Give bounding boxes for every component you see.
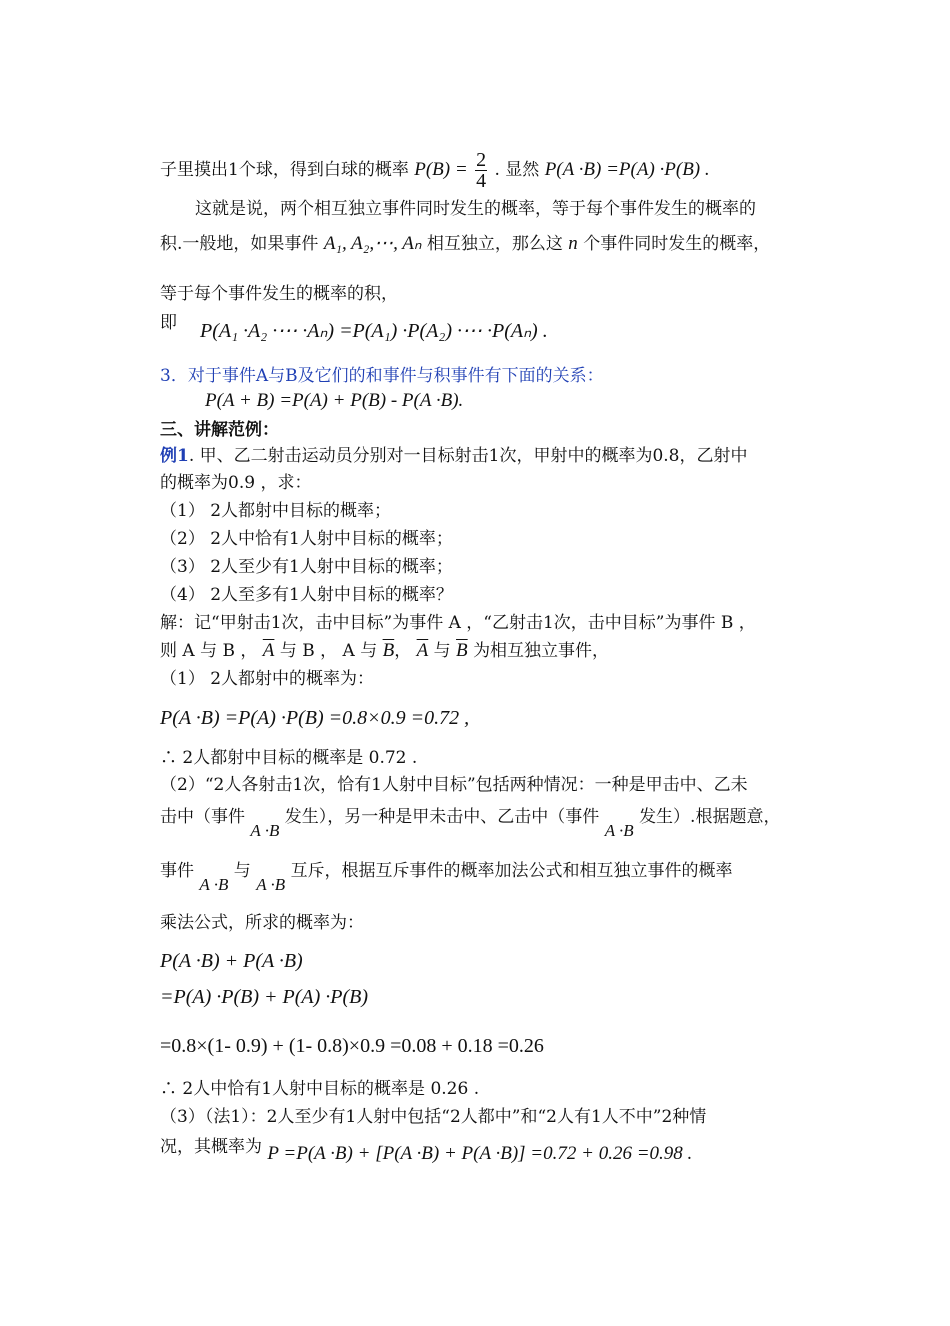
fraction <box>475 150 487 191</box>
part-2: （2）“2人各射击1次，恰有1人射中目标”包括两种情况：一种是甲击中、乙未 <box>160 775 748 795</box>
conclusion-2: ∴ 2人中恰有1人射中目标的概率是 0.26 . <box>160 1079 480 1099</box>
formula: $\overline{B}$ <box>382 640 395 661</box>
formula: $\overline{A}$ <box>416 640 429 661</box>
text: 互斥，根据互斥事件的概率加法公式和相互独立事件的概率 <box>290 861 733 881</box>
formula-2b: =P(A) ·P(B) + P(A) ·P(B) <box>160 986 369 1008</box>
line-3 <box>160 233 770 255</box>
text: . 甲、乙二射击运动员分别对一目标射击1次，甲射中的概率为0.8，乙射中 <box>188 446 748 466</box>
text: ， <box>394 641 412 661</box>
solution-line: 解：记“甲射击1次，击中目标”为事件 A ，“乙射击1次，击中目标”为事件 B ， <box>160 613 756 633</box>
formula: $\overline{B}$ <box>456 640 468 661</box>
example-label: 例1 <box>160 446 189 466</box>
text: 为相互独立事件， <box>473 641 610 661</box>
text: 子里摸出1个球，得到白球的概率 <box>160 160 409 180</box>
product-formula: P(A₁ ·A₂ ·⋯ ·Aₙ) =P(A₁) ·P(A₂) ·⋯ ·P(Aₙ) . <box>200 320 548 342</box>
formula: $\overline{A}$ <box>262 640 275 661</box>
text: 况，其概率为 <box>160 1137 262 1157</box>
denominator: 4 <box>476 170 487 192</box>
part-1: （1） 2人都射中的概率为： <box>160 669 375 689</box>
text: . 显然 <box>494 160 540 180</box>
formula: P(A ·B) =P(A) ·P(B) . <box>544 159 710 180</box>
question-3: （3） 2人至少有1人射中目标的概率； <box>160 557 453 577</box>
formula-2a: P(A ·B) + P(A ·B) <box>160 950 303 972</box>
formula: P(B) = <box>414 159 468 180</box>
formula-2c: =0.8×(1- 0.9) + (1- 0.8)×0.9 =0.08 + 0.18 =0.26 <box>160 1035 544 1057</box>
line-5 <box>160 312 177 334</box>
text: 与 <box>233 861 251 881</box>
text: 个事件同时发生的概率， <box>583 234 771 254</box>
part-3: （3）（法1）：2人至少有1人射中包括“2人都中”和“2人有1人不中”2种情 <box>160 1107 707 1127</box>
text: 积.一般地，如果事件 <box>160 234 319 254</box>
question-1: （1） 2人都射中目标的概率； <box>160 501 392 521</box>
item-3: 3．对于事件A与B及它们的和事件与积事件有下面的关系： <box>160 366 604 386</box>
line-10: 的概率为0.9 ，求： <box>160 473 312 493</box>
formula: A ·B <box>604 821 634 840</box>
text: 与 <box>433 641 451 661</box>
line-23: 乘法公式，所求的概率为： <box>160 913 364 933</box>
formula: A ·B <box>250 821 280 840</box>
line-4: 等于每个事件发生的概率的积， <box>160 284 398 304</box>
text: 击中（事件 <box>160 807 245 827</box>
text: 则 A 与 B ， <box>160 641 258 661</box>
text: 相互独立，那么这 <box>426 234 563 254</box>
formula: n <box>568 233 578 254</box>
independence-line <box>160 640 609 662</box>
question-2: （2） 2人中恰有1人射中目标的概率； <box>160 529 453 549</box>
sum-formula: P(A + B) =P(A) + P(B) - P(A ·B). <box>205 390 464 411</box>
formula: A ·B <box>256 875 286 894</box>
formula: A ·B <box>199 875 229 894</box>
text: 即 <box>160 313 177 333</box>
text: 发生）.根据题意， <box>639 807 781 827</box>
line-1 <box>160 150 710 191</box>
numerator: 2 <box>476 149 487 171</box>
line-29 <box>160 1136 693 1164</box>
formula: P =P(A ·B) + [P(A ·B) + P(A ·B)] =0.72 + 0.26 =0.98 . <box>267 1143 693 1164</box>
question-4: （4） 2人至多有1人射中目标的概率？ <box>160 585 453 605</box>
text: 与 B ， A 与 <box>279 641 378 661</box>
line-22 <box>160 860 733 894</box>
formula: A₁, A₂,⋯, Aₙ <box>323 233 422 254</box>
section-heading: 三、讲解范例： <box>160 420 279 440</box>
line-21 <box>160 806 781 840</box>
formula-1: P(A ·B) =P(A) ·P(B) =0.8×0.9 =0.72 , <box>160 707 470 729</box>
example-1-line <box>160 445 748 467</box>
text: 事件 <box>160 861 194 881</box>
conclusion-1: ∴ 2人都射中目标的概率是 0.72 . <box>160 748 418 768</box>
line-2: 这就是说，两个相互独立事件同时发生的概率，等于每个事件发生的概率的 <box>195 199 756 219</box>
text: 发生），另一种是甲未击中、乙击中（事件 <box>284 807 600 827</box>
